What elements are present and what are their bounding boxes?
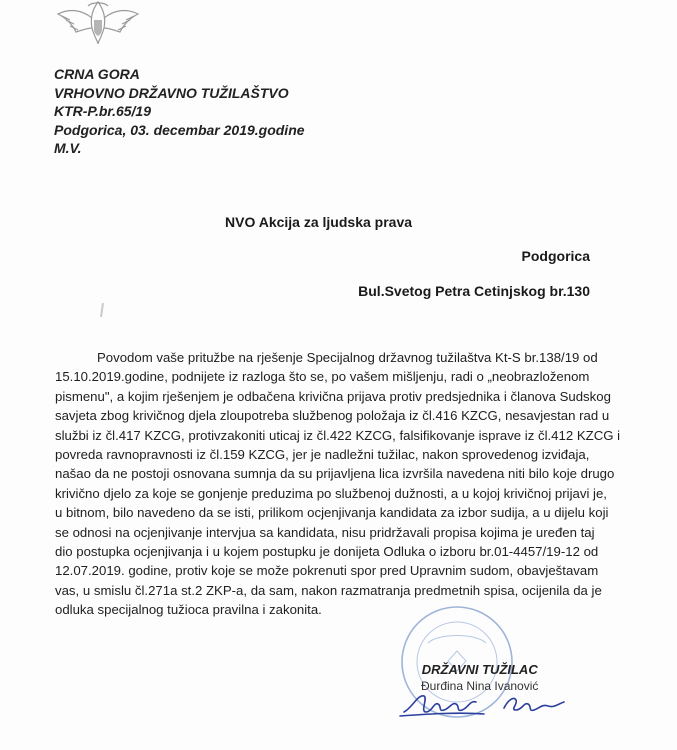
recipient-city: Podgorica <box>521 248 590 264</box>
body-line: odluka specijalnog tužioca pravilna i zakonita. <box>55 602 322 618</box>
body-line: savjeta zbog krivičnog djela zloupotreba službenog položaja iz čl.416 KZCG, nesavjestan rad u <box>55 408 610 424</box>
case-number: KTR-P.br.65/19 <box>54 103 152 119</box>
body-line: krivično djelo za koje se gonjenje preduzima po službenoj dužnosti, a u kojoj krivičnoj prijavi je, <box>55 485 607 501</box>
body-line: povreda ravnopravnosti iz čl.159 KZCG, jer je nadležni tužilac, nakon sprovedenog izviđaja, <box>55 447 590 463</box>
header-block <box>54 65 305 158</box>
body-line: dio postupka ocjenjivanja i u kojem postupku je donijeta Odluka o izboru br.01-4457/19-12 od <box>55 544 599 560</box>
country-name: CRNA GORA <box>54 66 140 82</box>
coat-of-arms-emblem <box>52 0 144 46</box>
body-line: 15.10.2019.godine, podnijete iz razloga što se, po vašem mišljenju, radi o „neobrazloženom <box>55 369 590 385</box>
body-line: našao da ne postoji osnovana sumnja da su prijavljena lica izvršila navedena niti bilo koje drugo <box>55 466 615 482</box>
recipient-name: NVO Akcija za ljudska prava <box>225 214 413 230</box>
letter-body <box>55 348 621 620</box>
place-date: Podgorica, 03. decembar 2019.godine <box>54 121 305 138</box>
author-initials: M.V. <box>54 140 82 156</box>
body-line: Povodom vaše pritužbe na rješenje Specijalnog državnog tužilaštva Kt-S br.138/19 od <box>97 350 598 365</box>
scan-mark <box>100 303 104 317</box>
signatory-title: DRŽAVNI TUŽILAC <box>421 662 538 677</box>
body-line: pismenu", a kojim rješenjem je odbačena krivična prijava protiv predsjednika i članova Sudskog <box>55 388 611 404</box>
body-line: u bitnom, bilo navedeno da se isti, prilikom ocjenjivanja kandidata za izbor sudija, a u dijelu koji <box>55 505 609 521</box>
body-line: se odnosi na ocjenjivanje intervjua sa kandidata, nisu pridržavali propisa kojima je uređen taj <box>55 524 595 540</box>
recipient-address: Bul.Svetog Petra Cetinjskog br.130 <box>358 283 590 299</box>
handwritten-signature <box>398 682 578 722</box>
signatory-name: Đurđina Nina Ivanović <box>421 679 539 693</box>
body-line: vas, u smislu čl.271a st.2 ZKP-a, da sam, nakon razmatranja predmetnih spisa, ocijenila da je <box>55 582 602 598</box>
body-line: 12.07.2019. godine, protiv koje se može pokrenuti spor pred Upravnim sudom, obavještavam <box>55 563 599 579</box>
institution-name: VRHOVNO DRŽAVNO TUŽILAŠTVO <box>54 84 289 101</box>
body-line: službi iz čl.417 KZCG, protivzakoniti uticaj iz čl.422 KZCG, falsifikovanje isprave iz čl.412 KZCG i <box>55 427 621 443</box>
